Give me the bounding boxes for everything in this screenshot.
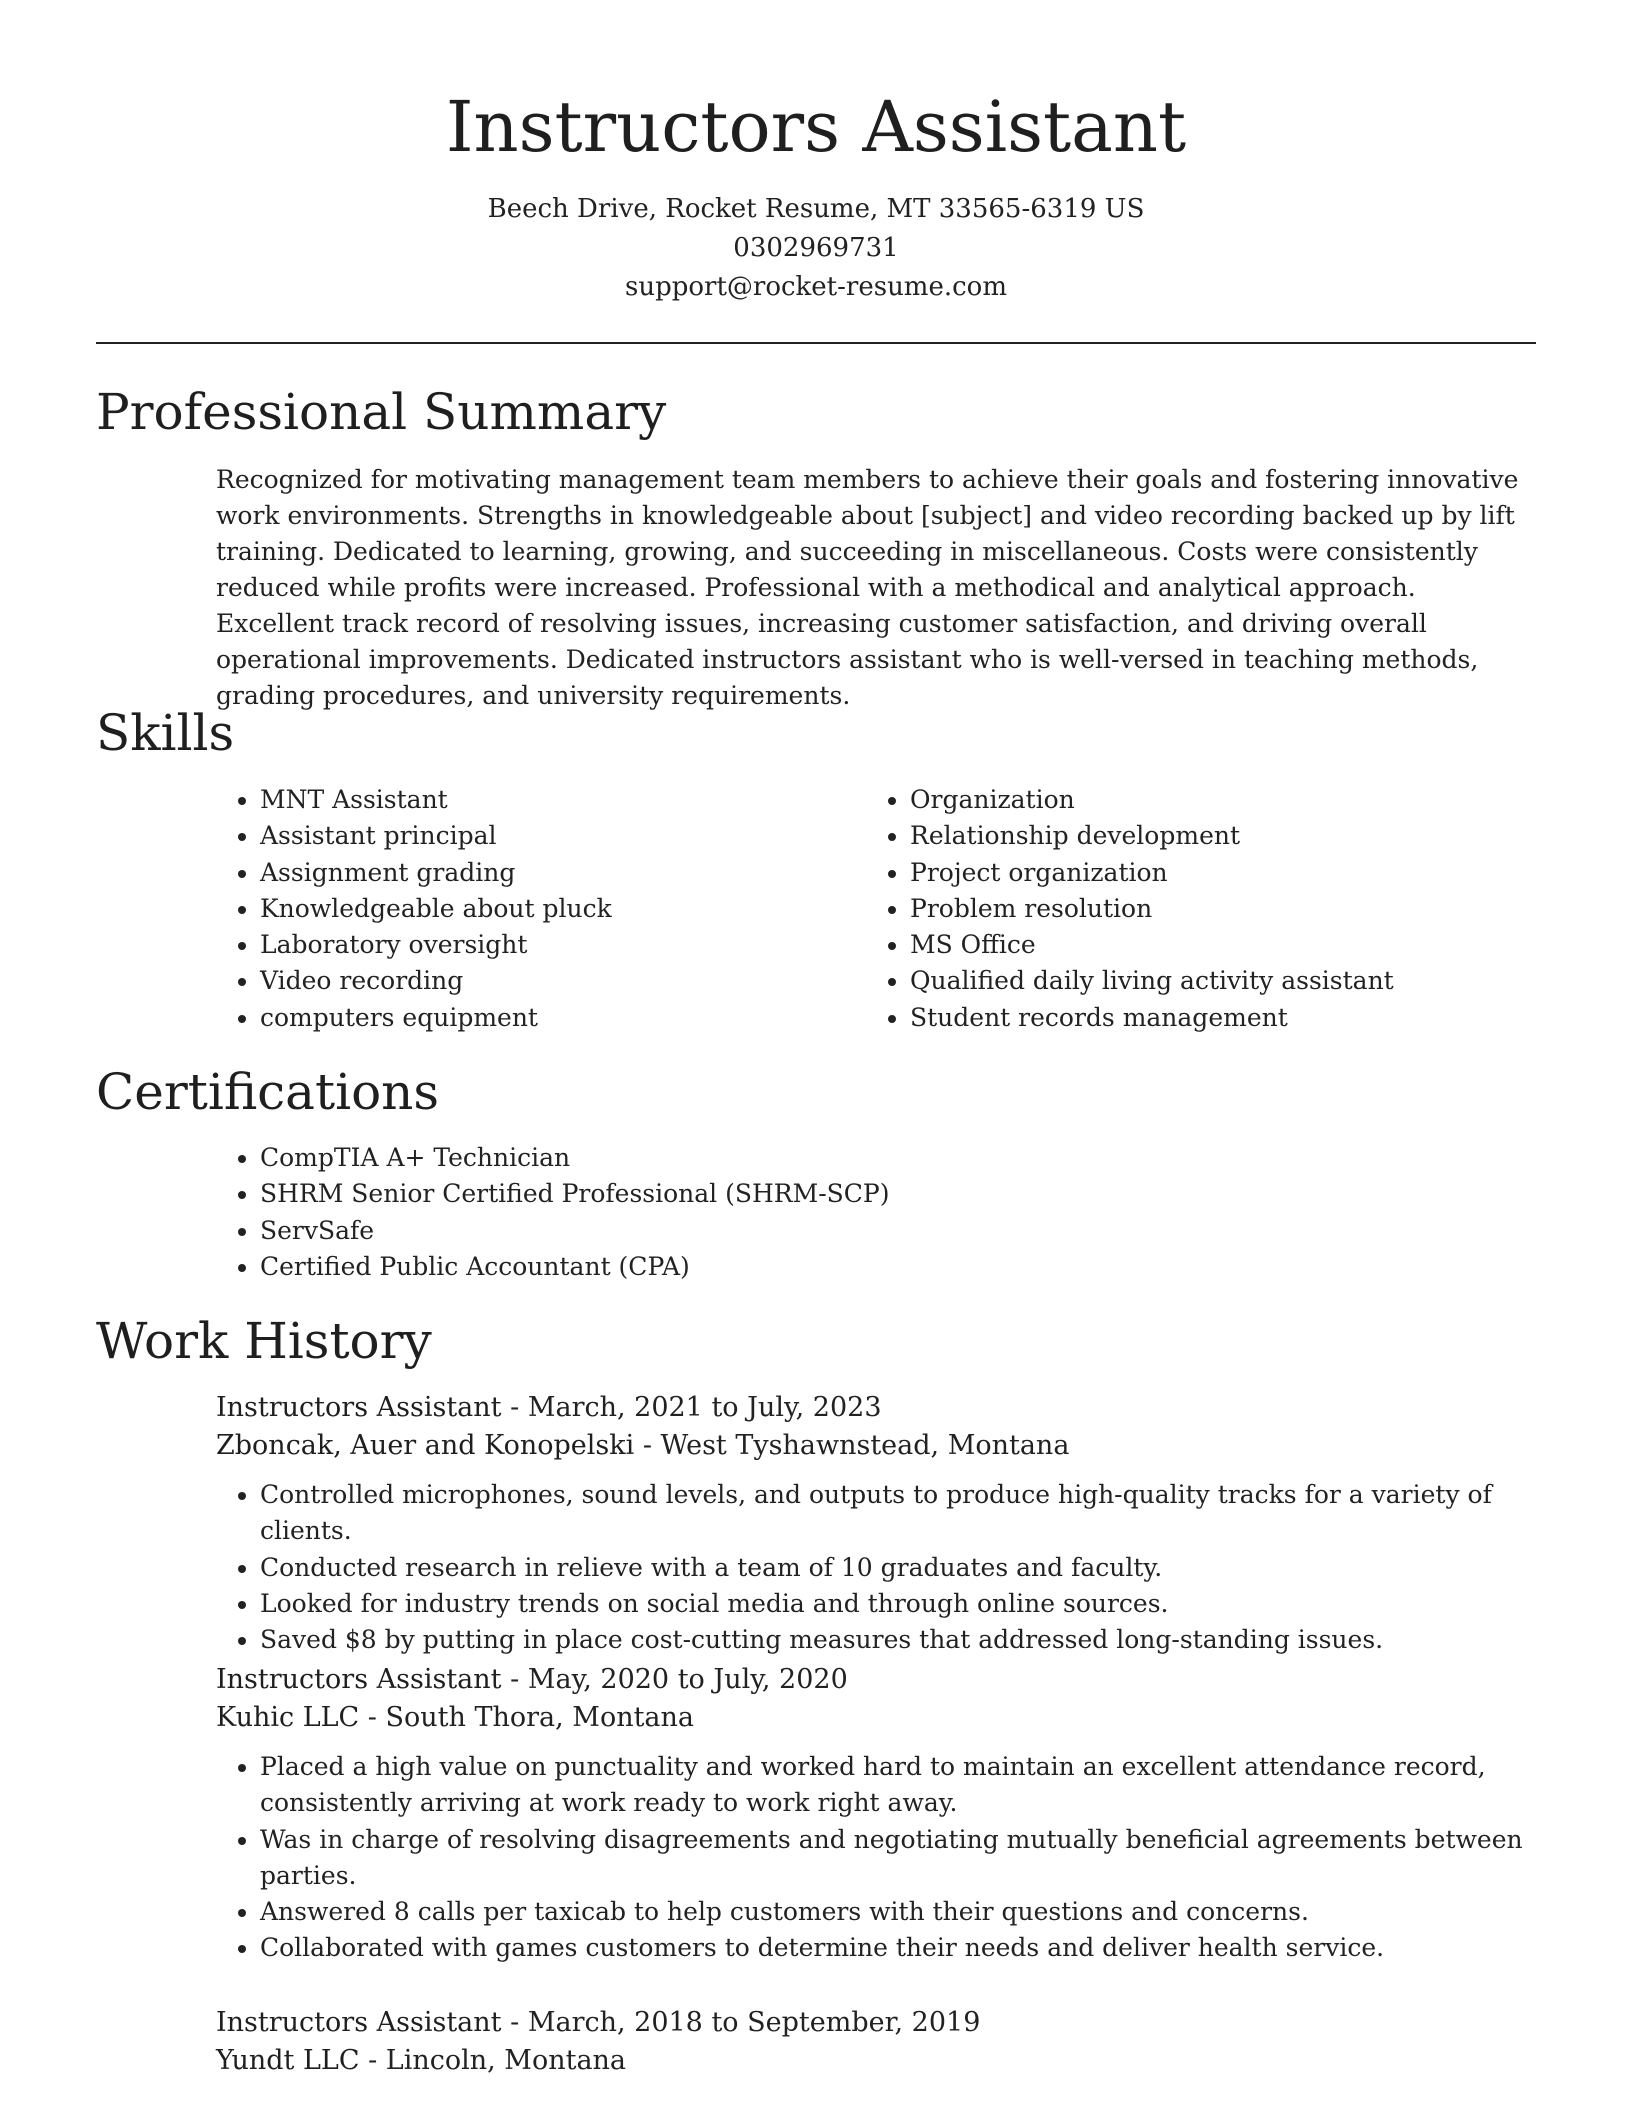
job-title-line xyxy=(216,1389,1546,1427)
contact-email: support@rocket-resume.com xyxy=(624,272,1007,302)
job-title: Instructors Assistant xyxy=(216,1392,502,1423)
skills-column-left xyxy=(216,782,816,1036)
job-location: - Lincoln, Montana xyxy=(359,2045,627,2076)
job-dates: - March, 2018 to September, 2019 xyxy=(501,2007,981,2038)
section-title-summary: Professional Summary xyxy=(96,383,667,441)
job-bullet: • Controlled microphones, sound levels, and outputs to produce high-quality tracks for a variety of clients. xyxy=(260,1477,1546,1550)
contact-phone: 0302969731 xyxy=(733,233,899,263)
job-company: Zboncak, Auer and Konopelski xyxy=(216,1430,635,1461)
section-title-certifications: Certifications xyxy=(96,1063,440,1121)
skill-item: • Organization xyxy=(910,782,1536,818)
job-location: - South Thora, Montana xyxy=(359,1702,695,1733)
skill-item: • Problem resolution xyxy=(910,891,1536,927)
job-entry xyxy=(216,2004,1546,2080)
skill-item: • Knowledgeable about pluck xyxy=(260,891,816,927)
candidate-name: Instructors Assistant xyxy=(445,86,1187,168)
job-bullet: • Collaborated with games customers to determine their needs and deliver health service. xyxy=(260,1930,1546,1966)
job-bullet: • Conducted research in relieve with a team of 10 graduates and faculty. xyxy=(260,1550,1546,1586)
certifications-list xyxy=(216,1140,1516,1285)
skill-item: • Laboratory oversight xyxy=(260,927,816,963)
skill-item: • MNT Assistant xyxy=(260,782,816,818)
section-title-work-history: Work History xyxy=(96,1312,432,1370)
skill-item: • computers equipment xyxy=(260,1000,816,1036)
certification-item: • Certified Public Accountant (CPA) xyxy=(260,1249,1516,1285)
certification-item: • CompTIA A+ Technician xyxy=(260,1140,1516,1176)
skill-item: • Qualified daily living activity assistant xyxy=(910,963,1536,999)
job-title: Instructors Assistant xyxy=(216,2007,502,2038)
job-company: Kuhic LLC xyxy=(216,1702,360,1733)
resume-header xyxy=(0,82,1632,307)
certification-item: • ServSafe xyxy=(260,1213,1516,1249)
job-entry xyxy=(216,1661,1546,1967)
job-company: Yundt LLC xyxy=(216,2045,360,2076)
job-bullet: • Was in charge of resolving disagreements and negotiating mutually beneficial agreements between parties. xyxy=(260,1822,1546,1895)
skill-item: • Student records management xyxy=(910,1000,1536,1036)
job-company-line xyxy=(216,2042,1546,2080)
job-bullet: • Placed a high value on punctuality and worked hard to maintain an excellent attendance record, consistently arriving at work ready to work right away. xyxy=(260,1749,1546,1822)
job-company-line xyxy=(216,1427,1546,1465)
skill-item: • Video recording xyxy=(260,963,816,999)
job-title-line xyxy=(216,1661,1546,1699)
job-entry xyxy=(216,1389,1546,1658)
skill-item: • Assignment grading xyxy=(260,855,816,891)
job-bullet: • Answered 8 calls per taxicab to help customers with their questions and concerns. xyxy=(260,1894,1546,1930)
job-title: Instructors Assistant xyxy=(216,1664,502,1695)
certification-item: • SHRM Senior Certified Professional (SHRM-SCP) xyxy=(260,1176,1516,1212)
job-company-line xyxy=(216,1699,1546,1737)
skills-column-right xyxy=(866,782,1536,1036)
job-title-line xyxy=(216,2004,1546,2042)
summary-text: Recognized for motivating management team members to achieve their goals and fostering innovative work environments. Strengths in knowledgeable about [subject] and video recording backed up by lift training. Dedicated to learning, growing, and succeeding in miscellaneous. Costs were consistently reduced while profits were increased. Professional with a methodical and analytical approach. Excellent track record of resolving issues, increasing customer satisfaction, and driving overall operational improvements. Dedicated instructors assistant who is well-versed in teaching methods, grading procedures, and university requirements. xyxy=(216,465,1519,710)
skill-item: • Relationship development xyxy=(910,818,1536,854)
skill-item: • Assistant principal xyxy=(260,818,816,854)
skill-item: • MS Office xyxy=(910,927,1536,963)
job-bullet: • Looked for industry trends on social media and through online sources. xyxy=(260,1586,1546,1622)
skill-item: • Project organization xyxy=(910,855,1536,891)
job-dates: - May, 2020 to July, 2020 xyxy=(501,1664,848,1695)
job-bullet: • Saved $8 by putting in place cost-cutting measures that addressed long-standing issues. xyxy=(260,1622,1546,1658)
contact-address: Beech Drive, Rocket Resume, MT 33565-6319 US xyxy=(487,194,1145,224)
job-location: - West Tyshawnstead, Montana xyxy=(634,1430,1070,1461)
job-dates: - March, 2021 to July, 2023 xyxy=(501,1392,882,1423)
section-title-skills: Skills xyxy=(96,704,235,762)
header-divider xyxy=(96,342,1536,344)
